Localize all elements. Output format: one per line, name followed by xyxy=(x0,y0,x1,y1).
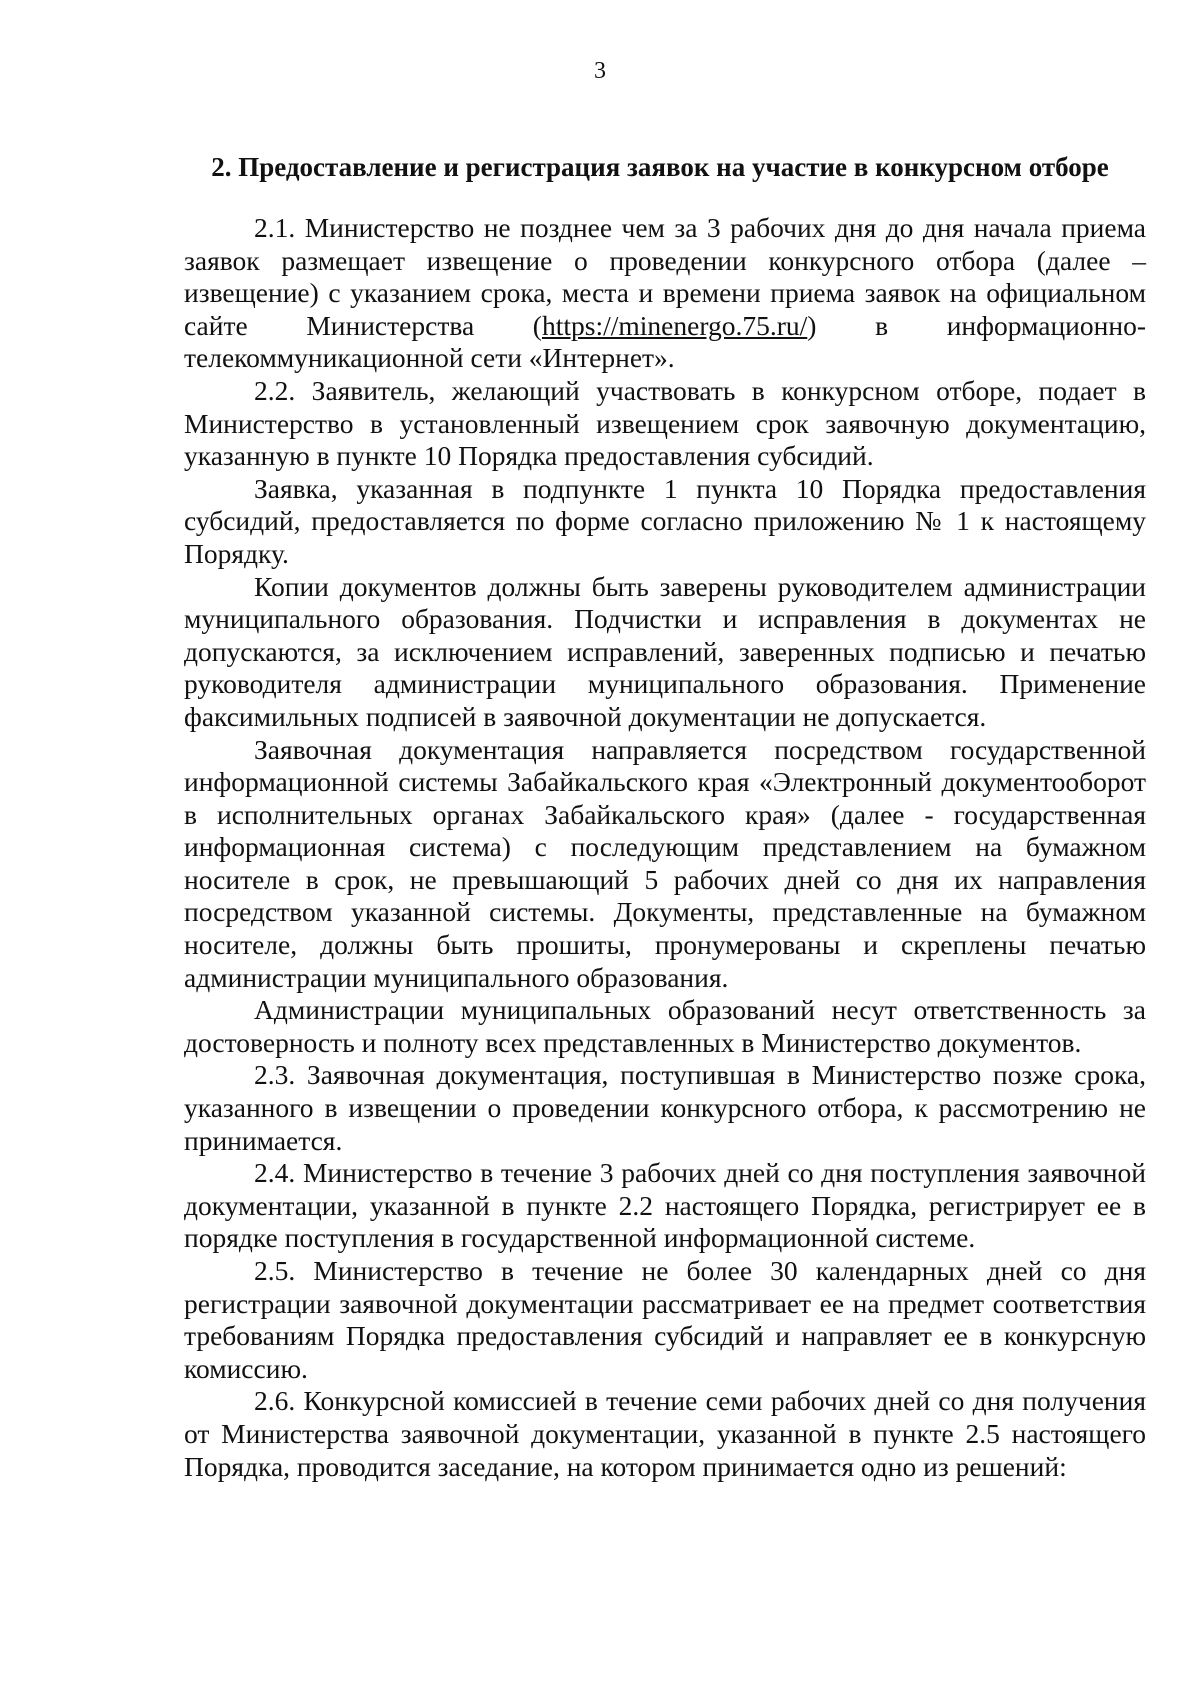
paragraph-text: ) в информационно-телекоммуникационной сети «Интернет». xyxy=(184,309,1146,374)
paragraph-2-2: 2.2. Заявитель, желающий участвовать в конкурсном отборе, подает в Министерство в установленный извещением срок заявочную документацию, указанную в пункте 10 Порядка предоставления субсидий. xyxy=(184,374,1146,472)
paragraph-text: 2.1. Министерство не позднее чем за 3 рабочих дня до дня начала приема заявок размещает извещение о проведении конкурсного отбора (далее – извещение) с указанием срока, места и времени приема заявок на официальном сайте Министерства ( xyxy=(184,212,1146,341)
paragraph-responsibility: Администрации муниципальных образований несут ответственность за достоверность и полноту всех представленных в Министерство документов. xyxy=(184,994,1146,1058)
paragraph-application-form: Заявка, указанная в подпункте 1 пункта 10 Порядка предоставления субсидий, предоставляется по форме согласно приложению № 1 к настоящему Порядку. xyxy=(184,472,1146,569)
paragraph-2-5: 2.5. Министерство в течение не более 30 календарных дней со дня регистрации заявочной документации рассматривает ее на предмет соответствия требованиям Порядка предоставления субсидий и направляет ее в конкурсную комиссию. xyxy=(184,1255,1146,1384)
page-number: 3 xyxy=(594,58,606,84)
paragraph-2-4: 2.4. Министерство в течение 3 рабочих дней со дня поступления заявочной документации, указанной в пункте 2.2 настоящего Порядка, регистрирует ее в порядке поступления в государственной информационной системе. xyxy=(184,1157,1146,1254)
paragraph-2-6: 2.6. Конкурсной комиссией в течение семи рабочих дней со дня получения от Министерства заявочной документации, указанной в пункте 2.5 настоящего Порядка, проводится заседание, на котором принимается одно из решений: xyxy=(184,1385,1146,1482)
ministry-website-link[interactable]: https://minenergo.75.ru/ xyxy=(541,309,808,341)
section-title: 2. Предоставление и регистрация заявок на участие в конкурсном отборе xyxy=(211,152,1109,182)
document-body xyxy=(184,212,1146,1483)
paragraph-document-copies: Копии документов должны быть заверены руководителем администрации муниципального образования. Подчистки и исправления в документах не допускаются, за исключением исправлений, заверенных подписью и печатью руководителя администрации муниципального образования. Применение факсимильных подписей в заявочной документации не допускается. xyxy=(184,570,1146,732)
paragraph-electronic-submission: Заявочная документация направляется посредством государственной информационной системы Забайкальского края «Электронный документооборот в исполнительных органах Забайкальского края» (далее - государственная информационная система) с последующим представлением на бумажном носителе в срок, не превышающий 5 рабочих дней со дня их направления посредством указанной системы. Документы, представленные на бумажном носителе, должны быть прошиты, пронумерованы и скреплены печатью администрации муниципального образования. xyxy=(184,733,1146,993)
paragraph-2-3: 2.3. Заявочная документация, поступившая в Министерство позже срока, указанного в извещении о проведении конкурсного отбора, к рассмотрению не принимается. xyxy=(184,1059,1146,1156)
paragraph-2-1 xyxy=(184,212,1146,375)
